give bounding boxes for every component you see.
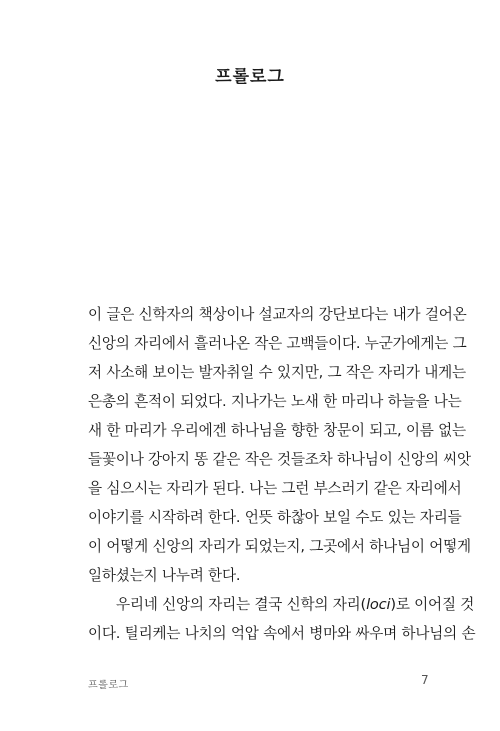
text-segment: )로 이어질 것 [390, 596, 475, 613]
text-line-with-italic [88, 590, 475, 619]
text-line: 을 심으시는 자리가 된다. 나는 그런 부스러기 같은 자리에서 [88, 480, 462, 497]
text-line: 이다. 틸리케는 나치의 억압 속에서 병마와 싸우며 하나님의 손 [88, 625, 476, 642]
body-text [88, 300, 476, 648]
text-line: 일하셨는지 나누려 한다. [88, 567, 241, 584]
text-line: 이 글은 신학자의 책상이나 설교자의 강단보다는 내가 걸어온 [88, 306, 467, 323]
text-line: 들꽃이나 강아지 똥 같은 작은 것들조차 하나님이 신앙의 씨앗 [88, 451, 471, 468]
page-number: 7 [421, 673, 429, 687]
italic-term: loci [366, 596, 391, 613]
text-segment: 우리네 신앙의 자리는 결국 신학의 자리( [116, 596, 367, 613]
text-line: 이야기를 시작하려 한다. 언뜻 하찮아 보일 수도 있는 자리들 [88, 509, 462, 526]
text-line: 저 사소해 보이는 발자취일 수 있지만, 그 작은 자리가 내게는 [88, 364, 466, 381]
text-line: 새 한 마리가 우리에겐 하나님을 향한 창문이 되고, 이름 없는 [88, 422, 466, 439]
running-footer-section: 프롤로그 [88, 680, 129, 691]
text-line: 은총의 흔적이 되었다. 지나가는 노새 한 마리나 하늘을 나는 [88, 393, 462, 410]
text-line: 이 어떻게 신앙의 자리가 되었는지, 그곳에서 하나님이 어떻게 [88, 538, 471, 555]
chapter-title: 프롤로그 [215, 67, 285, 87]
text-line: 신앙의 자리에서 흘러나온 작은 고백들이다. 누군가에게는 그 [88, 335, 467, 352]
